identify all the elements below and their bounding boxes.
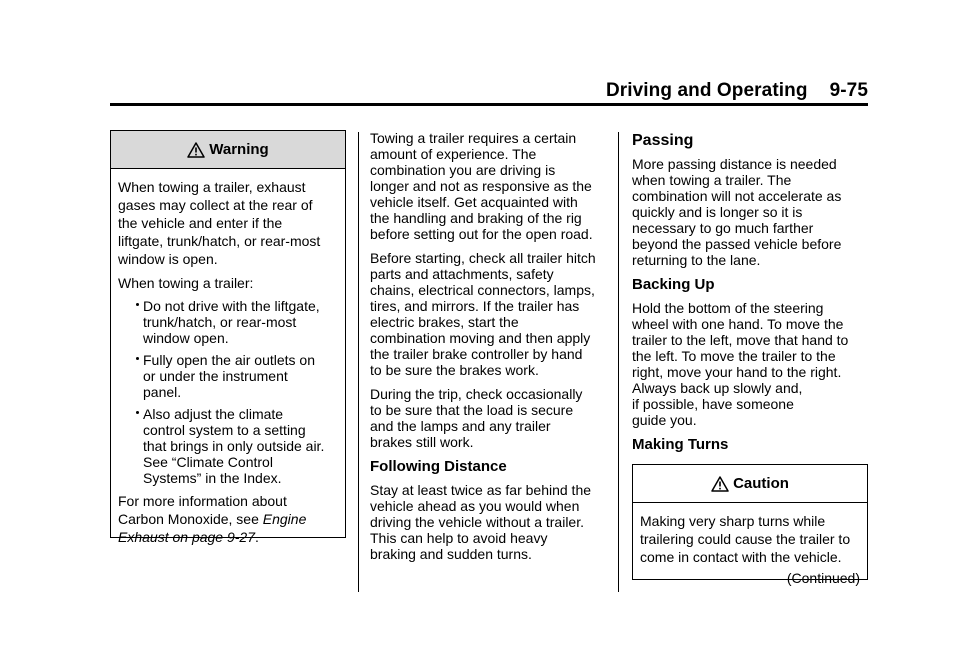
warning-bullet-list <box>118 298 338 486</box>
warning-triangle-icon <box>187 142 205 158</box>
caution-header <box>633 465 867 503</box>
pre-trip-check-paragraph: Before starting, check all trailer hitch parts and attachments, safety chains, electrical connectors, lamps, tires, and mirrors. If the trailer has electric brakes, start the combination moving and then apply the trailer brake controller by hand to be sure the brakes work. <box>370 250 596 378</box>
warning-triangle-icon <box>711 476 729 492</box>
backing-up-paragraph: Hold the bottom of the steering wheel with one hand. To move the trailer to the left, move that hand to the left. To move the trailer to the right, move your hand to the right. Always back up slowly and, if possible, have someone guide you. <box>632 300 849 428</box>
during-trip-paragraph: During the trip, check occasionally to be sure that the load is secure and the lamps and any trailer brakes still work. <box>370 386 583 450</box>
making-turns-heading: Making Turns <box>632 436 729 453</box>
warning-intro: When towing a trailer: <box>118 275 254 291</box>
engine-exhaust-reference[interactable]: Engine <box>262 511 307 527</box>
list-item: Do not drive with the liftgate, trunk/hatch, or rear-most window open. <box>118 298 338 346</box>
backing-up-heading: Backing Up <box>632 276 715 293</box>
column-divider-2 <box>618 132 619 592</box>
caution-box <box>632 464 868 586</box>
warning-title: Warning <box>209 141 269 158</box>
following-distance-heading: Following Distance <box>370 458 507 475</box>
page-number: 9-75 <box>829 80 868 101</box>
passing-paragraph: More passing distance is needed when towing a trailer. The combination will not accelerate as quickly and is longer so it is necessary to go much farther beyond the passed vehicle before returning to the lane. <box>632 156 842 268</box>
right-column <box>632 130 872 460</box>
header-rule <box>110 103 868 106</box>
caution-title: Caution <box>733 475 789 492</box>
warning-more-info: For more information about Carbon Monoxide, see Engine Exhaust on page 9-27. <box>118 493 307 545</box>
passing-heading: Passing <box>632 132 694 149</box>
middle-column <box>370 130 610 570</box>
following-distance-paragraph: Stay at least twice as far behind the vehicle ahead as you would when driving the vehicle without a trailer. This can help to avoid heavy braking and sudden turns. <box>370 482 592 562</box>
warning-body <box>111 169 345 546</box>
page-header <box>606 80 868 102</box>
warning-header <box>111 131 345 169</box>
list-item: Also adjust the climate control system to a setting that brings in only outside air. See “Climate Control Systems” in the Index. <box>118 406 338 486</box>
continued-label: (Continued) <box>786 570 860 586</box>
warning-paragraph: When towing a trailer, exhaust gases may collect at the rear of the vehicle and enter if the liftgate, trunk/hatch, or rear-most window is open. <box>118 179 321 267</box>
towing-experience-paragraph: Towing a trailer requires a certain amount of experience. The combination you are driving is longer and not as responsive as the vehicle itself. Get acquainted with the handling and braking of the rig before setting out for the open road. <box>370 130 593 242</box>
list-item: Fully open the air outlets on or under the instrument panel. <box>118 352 338 400</box>
engine-exhaust-reference-page[interactable]: Exhaust on page 9-27 <box>118 529 255 545</box>
caution-body: Making very sharp turns while trailering could cause the trailer to come in contact with the vehicle. (Continued) <box>640 513 860 586</box>
section-title: Driving and Operating <box>605 80 808 101</box>
column-divider-1 <box>358 132 359 592</box>
warning-box <box>110 130 346 545</box>
